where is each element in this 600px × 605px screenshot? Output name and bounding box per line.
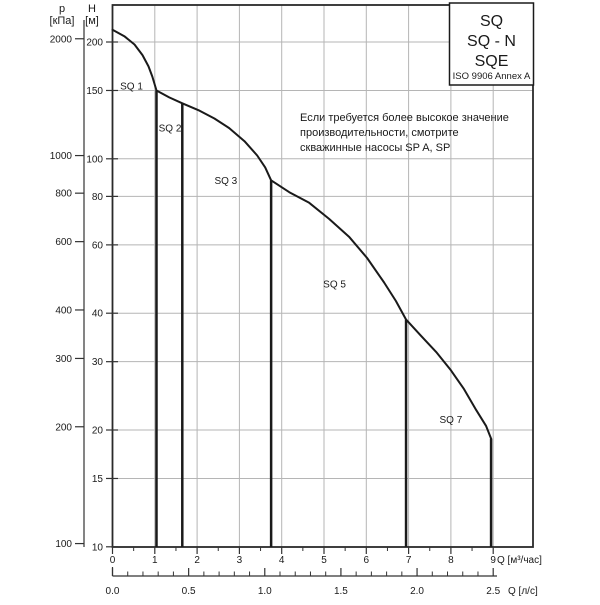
pump-region-label: SQ 2: [158, 123, 182, 135]
plot-frame: [113, 5, 534, 547]
product-info-box: [450, 3, 534, 85]
flow-axis-label-ls: Q [л/с]: [508, 586, 538, 597]
product-family-sqe: SQE: [474, 53, 509, 70]
note-text: [300, 112, 509, 154]
pressure-axis-tick-label: 200: [55, 422, 72, 434]
ls-ruler-tick-label: 2.0: [410, 586, 425, 597]
flow-axis-label-m3h: Q [м³/час]: [497, 555, 542, 566]
product-family-sqn: SQ - N: [467, 33, 516, 50]
pressure-axis-unit: [кПа]: [49, 15, 75, 27]
flow-axis-tick-label: 6: [363, 555, 370, 566]
ls-ruler-tick-label: 0.0: [105, 586, 120, 597]
pump-region-label: SQ 7: [439, 414, 463, 426]
pump-region-label: SQ 1: [120, 81, 143, 93]
head-axis-tick-label: 10: [91, 542, 103, 554]
flow-axis-tick-label: 5: [321, 555, 327, 566]
flow-axis-tick-label: 2: [194, 555, 200, 566]
flow-axis-tick-label: 3: [236, 555, 243, 566]
product-family-sq: SQ: [479, 13, 504, 30]
flow-axis-tick-label: 8: [448, 555, 454, 566]
pressure-axis-tick-label: 100: [55, 539, 72, 551]
head-axis-unit: [м]: [85, 15, 99, 27]
axis-headers: [50, 3, 99, 27]
head-axis-tick-label: 20: [91, 425, 103, 437]
head-axis-tick-label: 15: [91, 473, 103, 485]
pressure-axis-title: p: [58, 3, 66, 15]
head-axis-tick-label: 60: [91, 240, 103, 252]
head-axis-tick-label: 200: [86, 37, 103, 49]
flow-axis-tick-label: 7: [405, 555, 412, 566]
pump-region-label: SQ 5: [323, 279, 346, 291]
head-axis-tick-label: 40: [91, 308, 103, 320]
flow-axis-tick-label: 4: [278, 555, 285, 566]
ls-ruler-tick-label: 2.5: [486, 586, 501, 597]
note-line-2: производительности, смотрите: [300, 127, 459, 139]
chart-generated-layer: [50, 5, 533, 597]
pressure-axis-tick-label: 300: [55, 353, 72, 365]
head-axis-tick-label: 150: [86, 85, 103, 97]
pressure-axis-tick-label: 800: [55, 188, 72, 200]
head-axis-title: H: [88, 3, 96, 15]
pressure-axis-tick-label: 1000: [49, 151, 72, 163]
iso-standard-label: ISO 9906 Annex A: [452, 71, 531, 82]
ls-ruler-tick-label: 1.5: [333, 586, 348, 597]
note-line-3: скважинные насосы SP A, SP: [300, 142, 451, 154]
pressure-axis-tick-label: 400: [55, 305, 72, 317]
head-axis-tick-label: 30: [91, 357, 103, 369]
pump-region-label: SQ 3: [214, 175, 238, 187]
flow-axis-tick-label: 1: [152, 555, 158, 566]
ls-ruler-tick-label: 0.5: [181, 586, 196, 597]
envelope-curve: [113, 30, 492, 439]
pressure-axis-tick-label: 600: [55, 237, 72, 249]
flow-axis-tick-label: 0: [109, 555, 116, 566]
ls-ruler-tick-label: 1.0: [257, 586, 272, 597]
note-line-1: Если требуется более высокое значение: [300, 112, 509, 124]
pressure-axis-tick-label: 2000: [49, 34, 72, 46]
head-axis-tick-label: 100: [86, 154, 103, 166]
flow-axis-tick-label: 9: [490, 555, 496, 566]
head-axis-tick-label: 80: [91, 191, 103, 203]
